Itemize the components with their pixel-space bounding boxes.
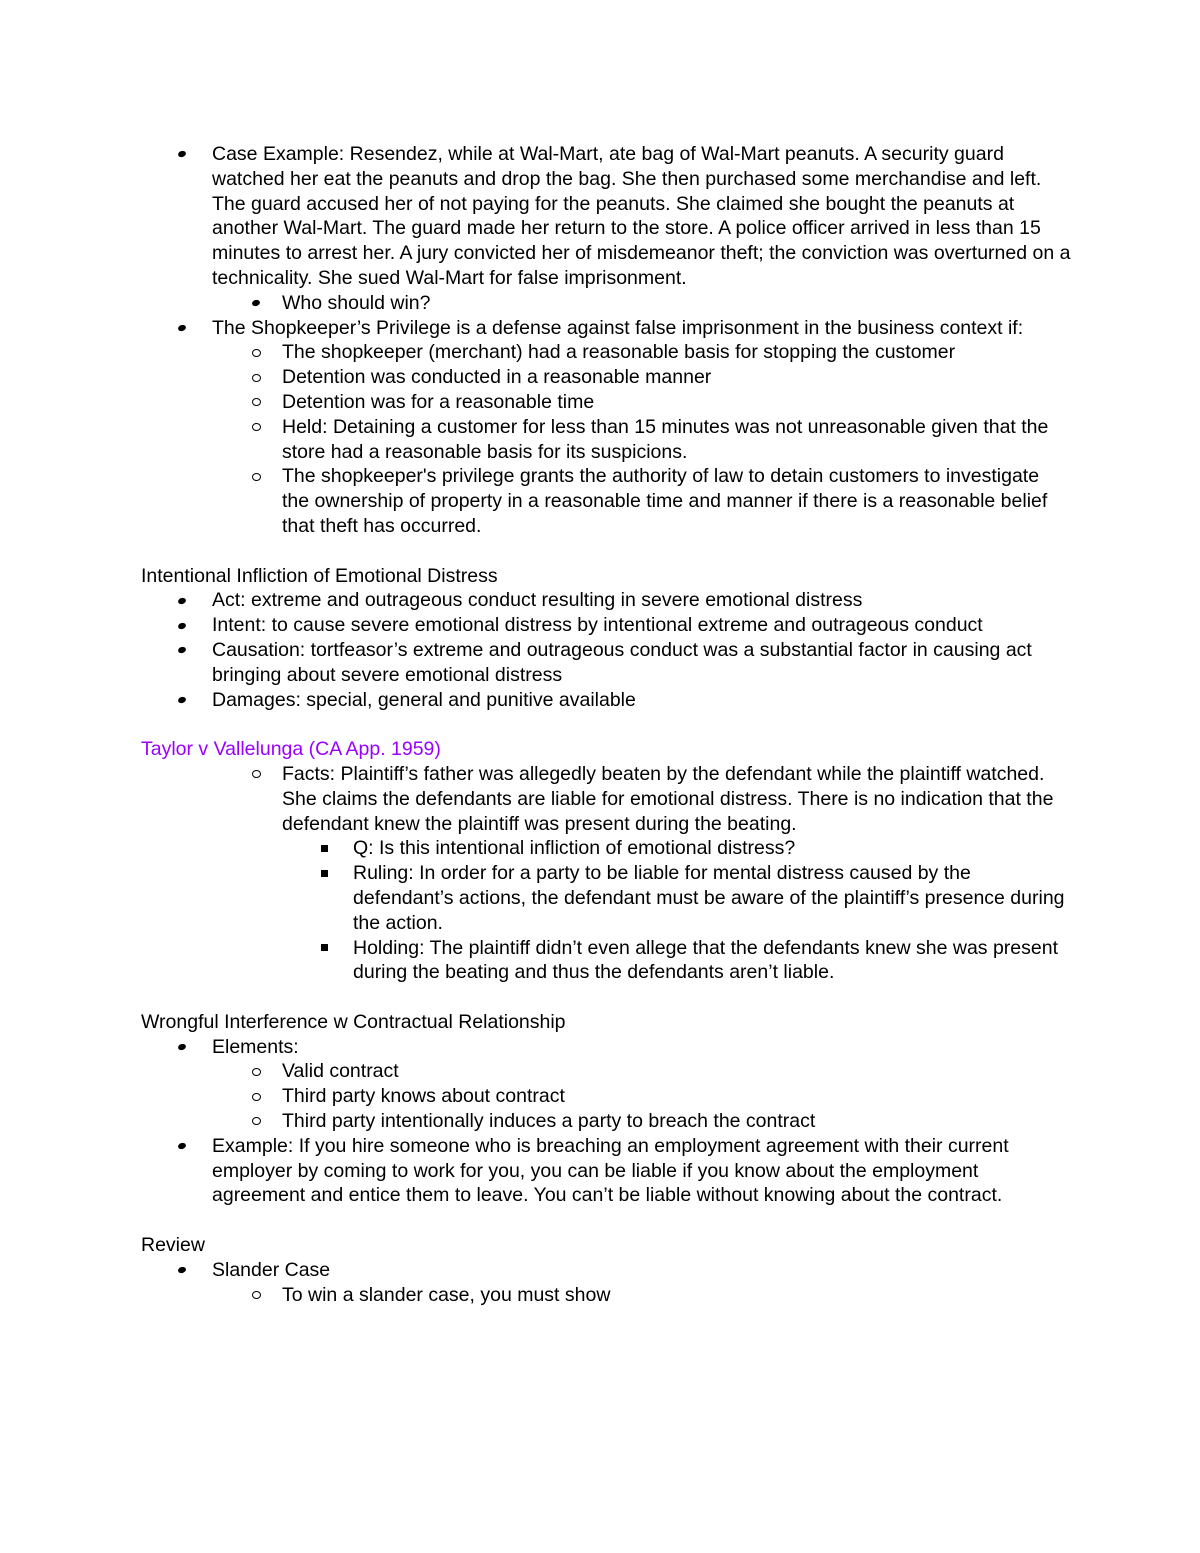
bullet-disc-icon bbox=[249, 291, 263, 316]
bullet-circle-icon bbox=[249, 340, 263, 365]
list-item-slander-sub bbox=[141, 1283, 1071, 1308]
spacer bbox=[141, 712, 1071, 737]
bullet-disc-icon bbox=[175, 142, 189, 167]
section-heading-review: Review bbox=[141, 1234, 205, 1257]
list-item-iied bbox=[141, 588, 1071, 613]
list-item-iied bbox=[141, 638, 1071, 688]
condition-text: The shopkeeper (merchant) had a reasonable basis for stopping the customer bbox=[282, 341, 956, 364]
bullet-square-icon bbox=[317, 836, 331, 861]
bullet-disc-icon bbox=[175, 613, 189, 638]
iied-item-text: Act: extreme and outrageous conduct resulting in severe emotional distress bbox=[212, 589, 863, 612]
list-item-facts bbox=[141, 762, 1071, 836]
slander-sub-text: To win a slander case, you must show bbox=[282, 1283, 611, 1306]
section-heading-interference: Wrongful Interference w Contractual Relationship bbox=[141, 1010, 566, 1033]
list-item-case-example bbox=[141, 142, 1071, 291]
spacer bbox=[141, 539, 1071, 564]
iied-item-text: Intent: to cause severe emotional distress by intentional extreme and outrageous conduct bbox=[212, 614, 983, 637]
bullet-disc-icon bbox=[175, 1258, 189, 1283]
spacer bbox=[141, 985, 1071, 1010]
bullet-circle-icon bbox=[249, 1109, 263, 1134]
bullet-disc-icon bbox=[175, 1035, 189, 1060]
document-content bbox=[141, 142, 1071, 1307]
detail-text: Holding: The plaintiff didn’t even allege that the defendants knew she was present during the beating and thus the defendants aren’t liable. bbox=[353, 936, 1058, 984]
condition-text: The shopkeeper's privilege grants the authority of law to detain customers to investigate the ownership of property in a reasonable time and manner if there is a reasonable belief that theft has occurred. bbox=[282, 465, 1048, 537]
bullet-square-icon bbox=[317, 861, 331, 886]
iied-item-text: Damages: special, general and punitive available bbox=[212, 688, 636, 711]
facts-text: Facts: Plaintiff’s father was allegedly beaten by the defendant while the plaintiff watched. She claims the defendants are liable for emotional distress. There is no indication that the defendant knew the plaintiff was present during the beating. bbox=[282, 762, 1054, 835]
list-item-detail bbox=[141, 836, 1071, 861]
bullet-square-icon bbox=[317, 936, 331, 961]
bullet-circle-icon bbox=[249, 1084, 263, 1109]
list-item-example bbox=[141, 1134, 1071, 1208]
detail-text: Q: Is this intentional infliction of emotional distress? bbox=[353, 837, 796, 860]
list-item-condition bbox=[141, 415, 1071, 465]
list-item-detail bbox=[141, 861, 1071, 935]
list-item-iied bbox=[141, 688, 1071, 713]
list-item-question bbox=[141, 291, 1071, 316]
elements-label: Elements: bbox=[212, 1035, 299, 1058]
list-item-slander bbox=[141, 1258, 1071, 1283]
list-item-condition bbox=[141, 464, 1071, 538]
bullet-disc-icon bbox=[175, 316, 189, 341]
list-item-condition bbox=[141, 340, 1071, 365]
bullet-circle-icon bbox=[249, 1283, 263, 1308]
list-item-elements bbox=[141, 1035, 1071, 1060]
bullet-circle-icon bbox=[249, 464, 263, 489]
list-item-element bbox=[141, 1084, 1071, 1109]
list-item-condition bbox=[141, 365, 1071, 390]
element-text: Third party intentionally induces a party to breach the contract bbox=[282, 1110, 816, 1133]
spacer bbox=[141, 1208, 1071, 1233]
iied-item-text: Causation: tortfeasor’s extreme and outrageous conduct was a substantial factor in causing act bringing about severe emotional distress bbox=[212, 638, 1032, 686]
detail-text: Ruling: In order for a party to be liable for mental distress caused by the defendant’s actions, the defendant must be aware of the plaintiff’s presence during the action. bbox=[353, 862, 1065, 934]
list-item-element bbox=[141, 1109, 1071, 1134]
case-heading-taylor: Taylor v Vallelunga (CA App. 1959) bbox=[141, 738, 441, 761]
bullet-disc-icon bbox=[175, 588, 189, 613]
list-item-iied bbox=[141, 613, 1071, 638]
bullet-circle-icon bbox=[249, 1059, 263, 1084]
bullet-disc-icon bbox=[175, 688, 189, 713]
bullet-circle-icon bbox=[249, 762, 263, 787]
slander-label: Slander Case bbox=[212, 1258, 331, 1281]
example-text: Example: If you hire someone who is breaching an employment agreement with their current employer by coming to work for you, you can be liable if you know about the employment agreement and entice them to leave. You can’t be liable without knowing about the contract. bbox=[212, 1134, 1009, 1207]
list-item-condition bbox=[141, 390, 1071, 415]
bullet-circle-icon bbox=[249, 390, 263, 415]
condition-text: Detention was for a reasonable time bbox=[282, 390, 595, 413]
section-heading-iied: Intentional Infliction of Emotional Distress bbox=[141, 564, 498, 587]
element-text: Valid contract bbox=[282, 1060, 399, 1083]
list-item-element bbox=[141, 1059, 1071, 1084]
element-text: Third party knows about contract bbox=[282, 1085, 565, 1108]
bullet-circle-icon bbox=[249, 415, 263, 440]
case-example-text: Case Example: Resendez, while at Wal-Mart, ate bag of Wal-Mart peanuts. A security guard watched her eat the peanuts and drop the bag. She then purchased some merchandise and left. The guard accused her of not paying for the peanuts. She claimed she bought the peanuts at another Wal-Mart. The guard made her return to the store. A police officer arrived in less than 15 minutes to arrest her. A jury convicted her of misdemeanor theft; the conviction was overturned on a technicality. She sued Wal-Mart for false imprisonment. bbox=[212, 143, 1071, 289]
privilege-intro-text: The Shopkeeper’s Privilege is a defense against false imprisonment in the business context if: bbox=[212, 316, 1024, 339]
condition-text: Held: Detaining a customer for less than 15 minutes was not unreasonable given that the store had a reasonable basis for its suspicions. bbox=[282, 415, 1049, 463]
question-text: Who should win? bbox=[282, 291, 431, 314]
list-item-detail bbox=[141, 936, 1071, 986]
list-item-privilege-intro bbox=[141, 316, 1071, 341]
bullet-circle-icon bbox=[249, 365, 263, 390]
condition-text: Detention was conducted in a reasonable manner bbox=[282, 366, 712, 389]
bullet-disc-icon bbox=[175, 1134, 189, 1159]
bullet-disc-icon bbox=[175, 638, 189, 663]
